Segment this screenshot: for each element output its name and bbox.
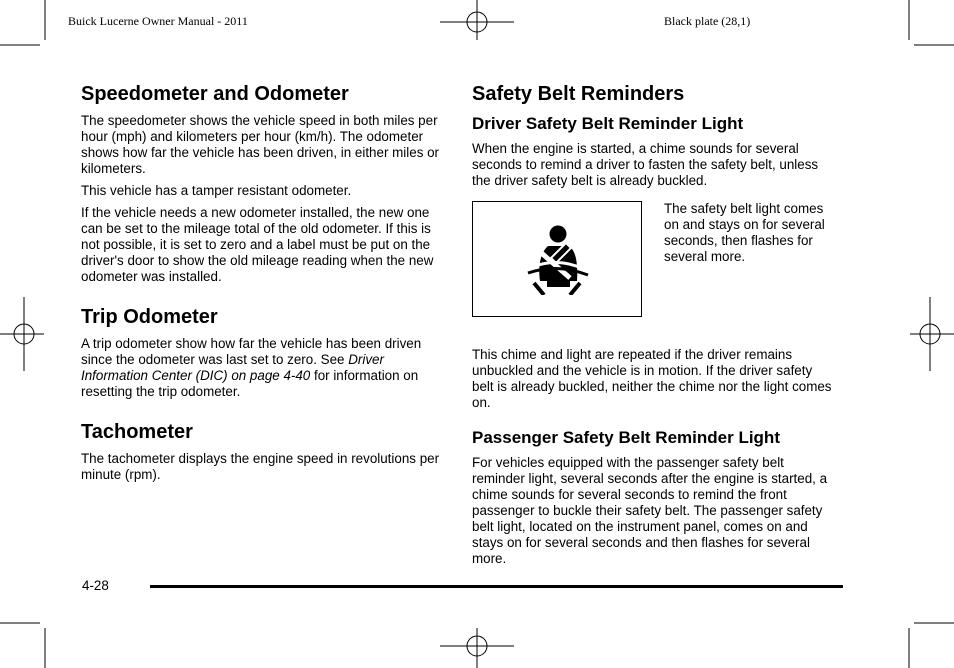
passenger-reminder-paragraph: For vehicles equipped with the passenger safety belt reminder light, several seconds after the engine is started, a chime sounds for several seconds to remind the front passenger to buckle their safety belt. The passenger safety belt light, located on the instrument panel, comes on and stays on for several seconds and then flashes for several more. — [472, 455, 828, 566]
tachometer-paragraph: The tachometer displays the engine speed in revolutions per minute (rpm). — [81, 451, 440, 482]
safety-belt-icon — [522, 223, 592, 295]
header-plate-info: Black plate (28,1) — [664, 14, 751, 28]
page-number: 4-28 — [82, 578, 109, 593]
safety-belt-caption: The safety belt light comes on and stays on for several seconds, then flashes for several more. — [664, 201, 825, 264]
safety-belt-icon-frame — [472, 201, 642, 317]
speedometer-heading: Speedometer and Odometer — [81, 83, 349, 105]
trip-odometer-paragraph — [81, 336, 443, 400]
trip-odometer-heading: Trip Odometer — [81, 306, 218, 328]
tachometer-heading: Tachometer — [81, 421, 193, 443]
trip-text-end: for information on resetting the trip odometer. — [81, 368, 419, 399]
passenger-reminder-heading: Passenger Safety Belt Reminder Light — [472, 428, 780, 447]
speedometer-paragraph-2: This vehicle has a tamper resistant odometer. — [81, 183, 352, 198]
safety-belt-reminders-heading: Safety Belt Reminders — [472, 83, 685, 105]
driver-reminder-heading: Driver Safety Belt Reminder Light — [472, 114, 744, 133]
header-manual-title: Buick Lucerne Owner Manual - 2011 — [68, 14, 248, 28]
speedometer-paragraph-3: If the vehicle needs a new odometer installed, the new one can be set to the mileage total of the old odometer. If this is not possible, it is set to zero and a label must be put on the driver's door to show the old mileage reading when the new odometer was installed. — [81, 205, 434, 284]
speedometer-paragraph-1: The speedometer shows the vehicle speed in both miles per hour (mph) and kilometers per hour (km/h). The odometer shows how far the vehicle has been driven, in either miles or kilometers. — [81, 113, 440, 176]
driver-reminder-paragraph-1: When the engine is started, a chime sounds for several seconds to remind a driver to fasten the safety belt, unless the driver safety belt is already buckled. — [472, 141, 819, 188]
safety-belt-figure — [472, 201, 837, 317]
driver-reminder-paragraph-2: This chime and light are repeated if the driver remains unbuckled and the vehicle is in motion. If the driver safety belt is already buckled, neither the chime nor the light comes on. — [472, 347, 832, 410]
dic-page-link[interactable]: Driver Information Center (DIC) on page 4-40 — [81, 352, 384, 383]
left-column — [81, 82, 443, 489]
trip-text-start: A trip odometer show how far the vehicle has been driven since the odometer was last set to zero. See — [81, 336, 422, 367]
right-column — [472, 82, 837, 573]
footer-rule — [150, 585, 843, 588]
